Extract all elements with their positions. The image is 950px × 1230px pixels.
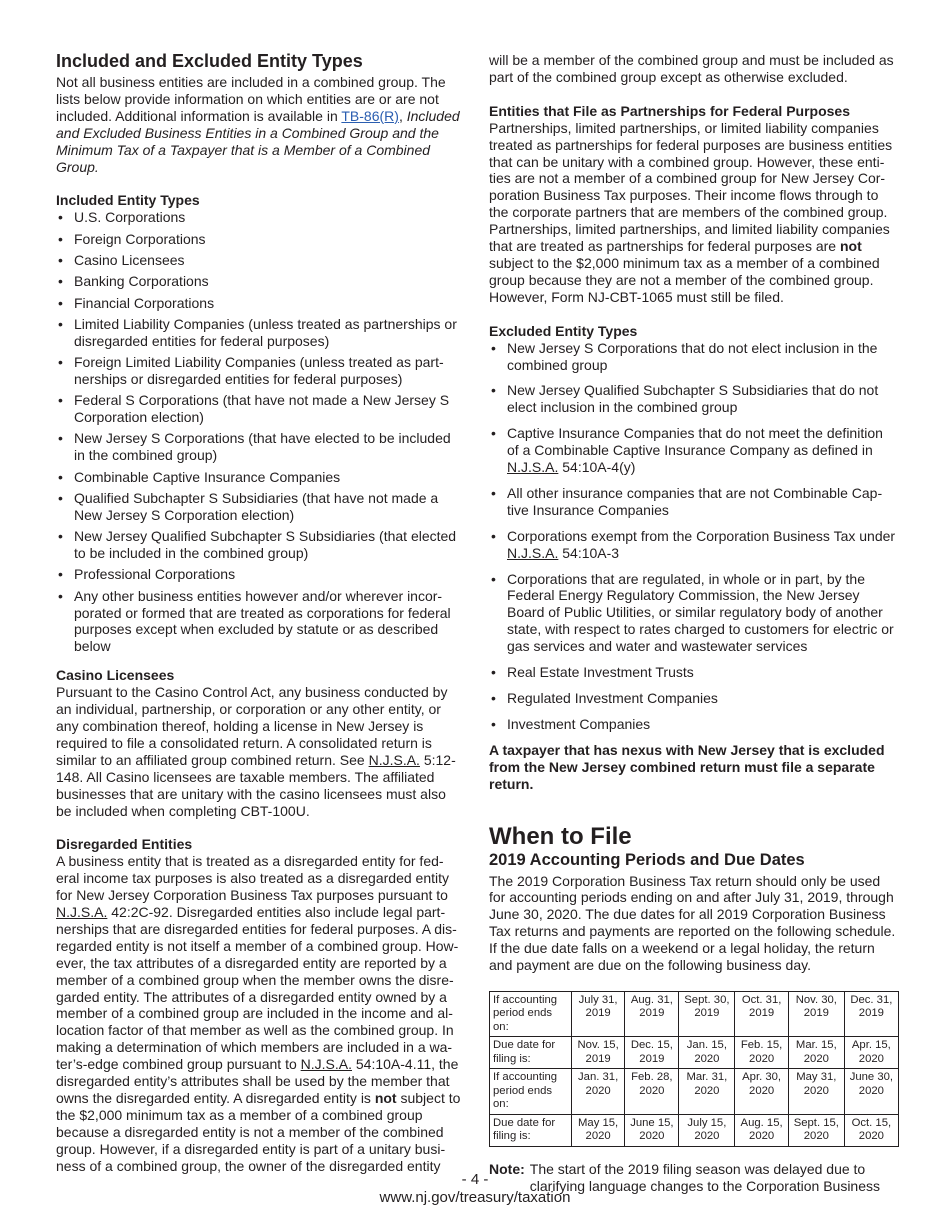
list-item: • Qualified Subchapter S Subsidiaries (that have not made a New Jersey S Corporation election) xyxy=(56,490,462,524)
statute-ref: N.J.S.A. xyxy=(300,1056,352,1073)
statute-ref: N.J.S.A. xyxy=(368,751,420,768)
statute-ref: N.J.S.A. xyxy=(507,544,559,561)
table-row xyxy=(490,1037,899,1069)
date-cell: Sept. 15, 2020 xyxy=(788,1114,844,1146)
partnership-text: Partnerships, limited partnerships, or limited liability companies treated as partnerships for federal purposes are business entities that can be unitary with a combined group. However, these entities are not a member of a combined group for New Jersey Corporation Business Tax purposes. Their income flows through to the corporate partners that are members of the combined group. Partnerships, limited partnerships, and limited liability companies that are treated as partnerships for federal purposes are xyxy=(489,119,893,255)
statute-ref: N.J.S.A. xyxy=(56,904,108,921)
date-cell: Feb. 28, 2020 xyxy=(625,1069,679,1115)
date-cell: Feb. 15, 2020 xyxy=(735,1037,789,1069)
date-cell: Oct. 31, 2019 xyxy=(735,991,789,1037)
date-cell: Dec. 15, 2019 xyxy=(625,1037,679,1069)
included-heading: Included Entity Types xyxy=(56,192,200,209)
table-row xyxy=(490,1069,899,1115)
list-item: • Any other business entities however and/or wherever incorporated or formed that are treated as corporations for federal purposes except when excluded by statute or as described below xyxy=(56,588,462,656)
list-item: • All other insurance companies that are not Combinable Captive Insurance Companies xyxy=(489,485,897,519)
table-row xyxy=(490,1114,899,1146)
nexus-note: A taxpayer that has nexus with New Jersey that is excluded from the New Jersey combined return must file a separate return. xyxy=(489,741,885,792)
tb86-link[interactable]: TB-86(R) xyxy=(341,107,399,124)
emphasis-not: not xyxy=(374,1090,397,1107)
list-item: • Foreign Limited Liability Companies (unless treated as partnerships or disregarded entities for federal purposes) xyxy=(56,354,462,388)
list-item: • Banking Corporations xyxy=(56,273,462,290)
note-label: Note: xyxy=(489,1160,525,1177)
section-title-entity-types: Included and Excluded Entity Types xyxy=(56,51,363,71)
list-item: • New Jersey Qualified Subchapter S Subsidiaries (that elected to be included in the combined group) xyxy=(56,528,462,562)
list-item: • New Jersey S Corporations that do not elect inclusion in the combined group xyxy=(489,340,897,374)
statute-ref: N.J.S.A. xyxy=(507,459,559,476)
list-item: • Investment Companies xyxy=(489,716,897,733)
item-text-end: 54:10A-3 xyxy=(558,544,620,561)
list-item: • Combinable Captive Insurance Companies xyxy=(56,469,462,486)
footer-url: www.nj.gov/treasury/taxation xyxy=(379,1189,571,1206)
list-item: • Casino Licensees xyxy=(56,252,462,269)
list-item xyxy=(489,425,897,476)
date-cell: July 15, 2020 xyxy=(679,1114,735,1146)
partnership-paragraph xyxy=(489,120,897,306)
list-item: • New Jersey S Corporations (that have elected to be included in the combined group) xyxy=(56,430,462,464)
casino-text-end: 5:12-148. All Casino licensees are taxable members. The affiliated businesses that are unitary with the casino licensees must also be included when completing CBT-100U. xyxy=(56,751,456,819)
intro-publication-title: Included and Excluded Business Entities in a Combined Group and the Minimum Tax of a Taxpayer that is a Member of a Combined Group. xyxy=(56,107,460,175)
row-header-cell: If accounting period ends on: xyxy=(490,991,572,1037)
list-item: • Foreign Corporations xyxy=(56,231,462,248)
date-cell: Jan. 31, 2020 xyxy=(572,1069,625,1115)
due-date-table xyxy=(489,991,899,1147)
list-item: • Corporations that are regulated, in whole or in part, by the Federal Energy Regulatory Commission, the New Jersey Board of Public Utilities, or similar regulatory body of another state, with respect to rates charged to customers for electric or gas services and water and wastewater services xyxy=(489,571,897,656)
date-cell: July 31, 2019 xyxy=(572,991,625,1037)
date-cell: Mar. 15, 2020 xyxy=(788,1037,844,1069)
note-text: The start of the 2019 filing season was delayed due to clarifying language changes to the Corporation Business xyxy=(529,1160,880,1194)
intro-text: Not all business entities are included in a combined group. The lists below provide information on which entities are or are not included. Additional information is available in xyxy=(56,74,446,124)
row-header-cell: Due date for filing is: xyxy=(490,1037,572,1069)
list-item xyxy=(489,528,897,562)
disregarded-text-3: 54:10A-4.11, the disregarded entity’s attributes shall be used by the member that owns the disregarded entity. A disregarded entity is xyxy=(56,1056,459,1107)
date-cell: Dec. 31, 2019 xyxy=(844,991,898,1037)
periods-title: 2019 Accounting Periods and Due Dates xyxy=(489,850,805,869)
item-text: Captive Insurance Companies that do not meet the definition of a Combinable Captive Insurance Company as defined in xyxy=(507,425,883,459)
row-header-cell: Due date for filing is: xyxy=(490,1114,572,1146)
item-text: Corporations exempt from the Corporation Business Tax under xyxy=(507,527,896,544)
excluded-list xyxy=(489,340,897,733)
date-cell: Apr. 30, 2020 xyxy=(735,1069,789,1115)
disregarded-text-2: 42:2C-92. Disregarded entities also include legal partnerships that are disregarded entities for federal purposes. A disregarded entity is not itself a member of a combined group. However, the tax attributes of a disregarded entity are reported by a member of a combined group when the member owns the disregarded entity. The attributes of a disregarded entity owned by a member of a combined group are included in the income and allocation factor of that member as well as the combined group. In making a determination of which members are included in a water’s-edge combined group pursuant to xyxy=(56,904,459,1073)
right-column xyxy=(489,52,897,1195)
disregarded-text: A business entity that is treated as a disregarded entity for federal income tax purposes is also treated as a disregarded entity for New Jersey Corporation Business Tax purposes pursuant to xyxy=(56,853,449,904)
date-cell: Mar. 31, 2020 xyxy=(679,1069,735,1115)
casino-paragraph xyxy=(56,684,462,819)
list-item: • Financial Corporations xyxy=(56,295,462,312)
date-cell: Jan. 15, 2020 xyxy=(679,1037,735,1069)
date-cell: June 30, 2020 xyxy=(844,1069,898,1115)
list-item: • New Jersey Qualified Subchapter S Subsidiaries that do not elect inclusion in the combined group xyxy=(489,382,897,416)
excluded-heading: Excluded Entity Types xyxy=(489,322,638,339)
disregarded-paragraph xyxy=(56,853,462,1174)
list-item: • Regulated Investment Companies xyxy=(489,690,897,707)
disregarded-heading: Disregarded Entities xyxy=(56,836,193,853)
intro-sep: , xyxy=(398,107,407,124)
intro-paragraph xyxy=(56,74,462,175)
page-number: - 4 - xyxy=(461,1171,489,1188)
list-item: • Real Estate Investment Trusts xyxy=(489,664,897,681)
date-cell: Nov. 30, 2019 xyxy=(788,991,844,1037)
date-cell: Sept. 30, 2019 xyxy=(679,991,735,1037)
item-text-end: 54:10A-4(y) xyxy=(558,459,636,476)
periods-paragraph: The 2019 Corporation Business Tax return should only be used for accounting periods ending on and after July 31, 2019, through June 30, 2020. The due dates for all 2019 Corporation Business Tax returns and payments are reported on the following schedule. If the due date falls on a weekend or a legal holiday, the return and payment are due on the following business day. xyxy=(489,872,896,974)
list-item: • Professional Corporations xyxy=(56,566,462,583)
partnership-heading: Entities that File as Partnerships for Federal Purposes xyxy=(489,102,850,119)
continued-paragraph: will be a member of the combined group and must be included as part of the combined group except as otherwise excluded. xyxy=(489,52,894,85)
date-cell: Aug. 15, 2020 xyxy=(735,1114,789,1146)
date-cell: May 31, 2020 xyxy=(788,1069,844,1115)
date-cell: Apr. 15, 2020 xyxy=(844,1037,898,1069)
casino-heading: Casino Licensees xyxy=(56,667,175,684)
disregarded-text-4: subject to the $2,000 minimum tax as a member of a combined group because a disregarded entity is not a member of the combined group. However, if a disregarded entity is part of a unitary business of a combined group, the owner of the disregarded entity xyxy=(56,1090,461,1174)
list-item: • Federal S Corporations (that have not made a New Jersey S Corporation election) xyxy=(56,392,462,426)
date-cell: May 15, 2020 xyxy=(572,1114,625,1146)
row-header-cell: If accounting period ends on: xyxy=(490,1069,572,1115)
date-cell: Nov. 15, 2019 xyxy=(572,1037,625,1069)
partnership-text-end: subject to the $2,000 minimum tax as a member of a combined group because they are not a member of the combined group. However, Form NJ-CBT-1065 must still be filed. xyxy=(489,254,880,305)
left-column xyxy=(56,51,462,1175)
list-item: • U.S. Corporations xyxy=(56,209,462,226)
list-item: • Limited Liability Companies (unless treated as partnerships or disregarded entities for federal purposes) xyxy=(56,316,462,350)
date-cell: Aug. 31, 2019 xyxy=(625,991,679,1037)
emphasis-not: not xyxy=(839,238,862,255)
date-cell: Oct. 15, 2020 xyxy=(844,1114,898,1146)
date-cell: June 15, 2020 xyxy=(625,1114,679,1146)
included-list xyxy=(56,209,462,655)
table-row xyxy=(490,991,899,1037)
when-to-file-title: When to File xyxy=(489,822,632,850)
casino-text: Pursuant to the Casino Control Act, any business conducted by an individual, partnership, or corporation or any other entity, or any combination thereof, holding a license in New Jersey is required to file a consolidated return. A consolidated return is similar to an affiliated group combined return. See xyxy=(56,684,448,768)
